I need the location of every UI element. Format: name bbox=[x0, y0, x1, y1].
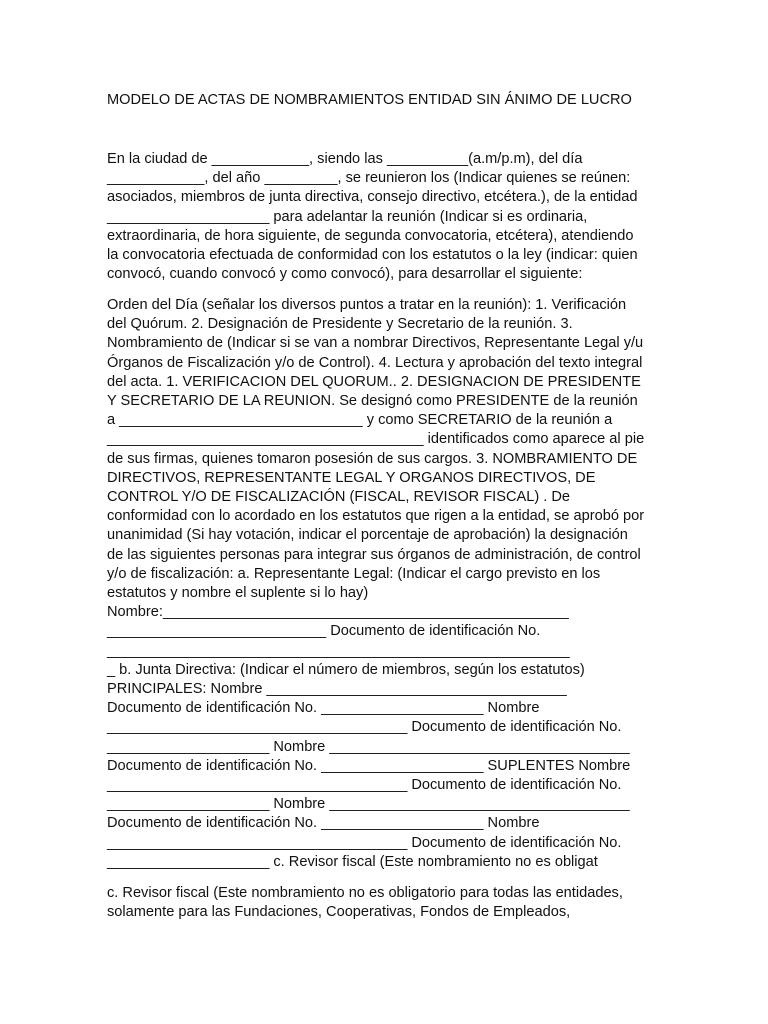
text-line: _ b. Junta Directiva: (Indicar el número de miembros, según los estatutos) bbox=[107, 661, 585, 678]
text-line: c. Revisor fiscal (Este nombramiento no es obligatorio para todas las entidades, bbox=[107, 885, 623, 901]
text-line: _____________________________________ Documento de identificación No. bbox=[107, 834, 622, 851]
text-line: _________________________________________________________ bbox=[107, 642, 570, 659]
text-line: Nombre:__________________________________________________ bbox=[107, 604, 569, 621]
text-line: CONTROL Y/O DE FISCALIZACIÓN (FISCAL, REVISOR FISCAL) . De bbox=[107, 489, 571, 506]
text-line: unanimidad (Si hay votación, indicar el porcentaje de aprobación) la designación bbox=[107, 527, 628, 544]
text-line: solamente para las Fundaciones, Cooperativas, Fondos de Empleados, bbox=[107, 904, 571, 921]
text-line: ____________________ Nombre _____________________________________ bbox=[107, 796, 630, 813]
text-line: del acta. 1. VERIFICACION DEL QUORUM.. 2. DESIGNACION DE PRESIDENTE bbox=[107, 373, 641, 390]
text-line: ____________, del año _________, se reunieron los (Indicar quienes se reúnen: bbox=[107, 170, 631, 187]
text-line: _____________________________________ Documento de identificación No. bbox=[107, 719, 622, 736]
text-line: DIRECTIVOS, REPRESENTANTE LEGAL Y ORGANOS DIRECTIVOS, DE bbox=[107, 469, 596, 486]
text-line: conformidad con lo acordado en los estatutos que rigen a la entidad, se aprobó por bbox=[107, 508, 645, 525]
text-line: convocó, cuando convocó y como convocó), para desarrollar el siguiente: bbox=[107, 266, 583, 283]
text-line: Documento de identificación No. ____________________ Nombre bbox=[107, 815, 540, 832]
text-line: del Quórum. 2. Designación de Presidente y Secretario de la reunión. 3. bbox=[107, 316, 573, 333]
text-line: ___________________________ Documento de identificación No. bbox=[107, 623, 541, 640]
text-line: Órganos de Fiscalización y/o de Control). 4. Lectura y aprobación del texto integral bbox=[107, 354, 643, 371]
document-title: MODELO DE ACTAS DE NOMBRAMIENTOS ENTIDAD SIN ÁNIMO DE LUCRO bbox=[107, 92, 632, 108]
text-line: _______________________________________ identificados como aparece al pie bbox=[107, 431, 645, 448]
text-line: la convocatoria efectuada de conformidad con los estatutos o la ley (indicar: quien bbox=[107, 247, 638, 264]
text-line: _____________________________________ Documento de identificación No. bbox=[107, 777, 622, 794]
text-line: y/o de fiscalización: a. Representante Legal: (Indicar el cargo previsto en los bbox=[107, 565, 601, 582]
text-line: estatutos y nombre el suplente si lo hay) bbox=[107, 585, 369, 602]
text-line: ____________________ c. Revisor fiscal (Este nombramiento no es obligat bbox=[107, 853, 598, 870]
text-line: de las siguientes personas para integrar sus órganos de administración, de control bbox=[107, 546, 641, 563]
text-line: extraordinaria, de hora siguiente, de segunda convocatoria, etcétera), atendiendo bbox=[107, 227, 634, 244]
text-line: Orden del Día (señalar los diversos puntos a tratar en la reunión): 1. Verificación bbox=[107, 297, 627, 313]
text-line: Documento de identificación No. ____________________ SUPLENTES Nombre bbox=[107, 757, 631, 774]
paragraph-opening bbox=[107, 150, 663, 284]
text-line: Y SECRETARIO DE LA REUNION. Se designó como PRESIDENTE de la reunión bbox=[107, 393, 638, 410]
text-line: En la ciudad de ____________, siendo las __________(a.m/p.m), del día bbox=[107, 151, 583, 167]
text-line: PRINCIPALES: Nombre _____________________________________ bbox=[107, 681, 567, 698]
text-line: ____________________ Nombre _____________________________________ bbox=[107, 738, 630, 755]
text-line: Nombramiento de (Indicar si se van a nombrar Directivos, Representante Legal y/u bbox=[107, 335, 644, 352]
paragraph-agenda bbox=[107, 296, 663, 872]
text-line: ____________________ para adelantar la reunión (Indicar si es ordinaria, bbox=[107, 208, 588, 225]
paragraph-revisor-fiscal bbox=[107, 884, 663, 922]
text-line: asociados, miembros de junta directiva, consejo directivo, etcétera.), de la entidad bbox=[107, 189, 638, 206]
text-line: a ______________________________ y como SECRETARIO de la reunión a bbox=[107, 412, 613, 429]
text-line: de sus firmas, quienes tomaron posesión de sus cargos. 3. NOMBRAMIENTO DE bbox=[107, 450, 638, 467]
text-line: Documento de identificación No. ____________________ Nombre bbox=[107, 700, 540, 717]
